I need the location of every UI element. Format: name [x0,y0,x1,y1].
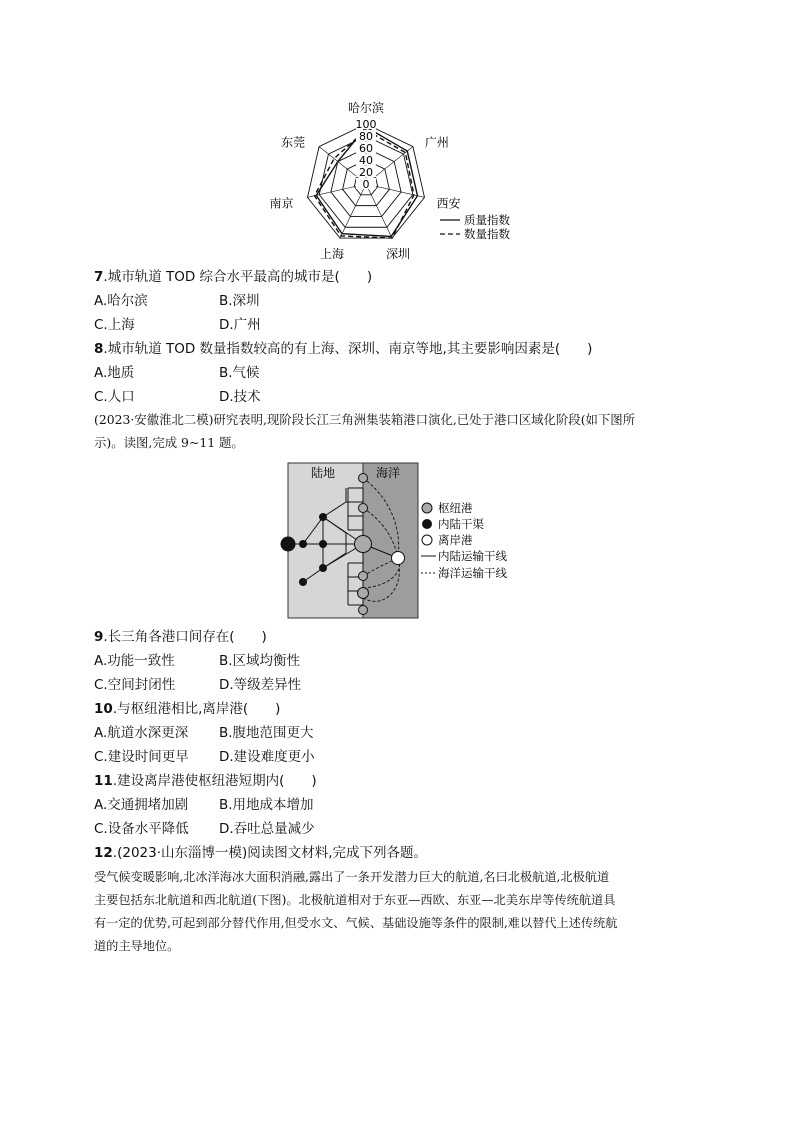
radar-city-label: 南京 [269,196,294,211]
q12-paragraph-line: 主要包括东北航道和西北航道(下图)。北极航道相对于东亚—西欧、东亚—北美东岸等传统航道具 [94,893,616,907]
hub-port-node [359,606,368,615]
radar-city-label: 上海 [319,247,344,262]
legend-canal-symbol [422,519,432,529]
land-label: 陆地 [311,466,336,480]
radar-city-label: 哈尔滨 [347,101,385,115]
question-12 [94,844,427,862]
question-number: 9 [94,629,104,645]
radar-tick-label: 20 [359,166,373,179]
question-10 [94,700,280,718]
q7-option-a: A.哈尔滨 [94,293,148,309]
legend-offshore-label: 离岸港 [438,533,473,547]
question-number: 10 [94,701,113,717]
q8-option-d: D.技术 [219,389,261,405]
radar-city-label: 广州 [424,135,449,150]
q12-paragraph-line: 受气候变暖影响,北冰洋海冰大面积消融,露出了一条开发潜力巨大的航道,名曰北极航道,北极航道 [94,870,610,884]
q7-option-d: D.广州 [219,317,261,333]
legend-quality-label: 质量指数 [464,213,510,227]
question-stem: .(2023·山东淄博一模)阅读图文材料,完成下列各题。 [112,845,428,861]
radar-tick-label: 80 [359,130,373,143]
port-legend [418,498,538,584]
question-8 [94,340,592,358]
question-stem: .与枢纽港相比,离岸港( ) [112,701,281,717]
radar-tick-label: 60 [359,142,373,155]
q10-option-a: A.航道水深更深 [94,725,189,741]
question-11 [94,772,317,790]
question-7 [94,268,372,286]
q11-option-c: C.设备水平降低 [94,821,189,837]
offshore-port-node [392,552,405,565]
radar-axis [366,184,392,238]
radar-city-label: 深圳 [386,247,411,262]
q12-paragraph-line: 有一定的优势,可起到部分替代作用,但受水文、气候、基础设施等条件的限制,难以替代上述传统航 [94,916,618,930]
hub-port-node [359,504,368,513]
question-number: 8 [94,341,104,357]
radar-city-label: 东莞 [281,135,306,150]
question-stem: .长三角各港口间存在( ) [103,629,267,645]
q10-option-c: C.建设时间更早 [94,749,189,765]
q7-option-b: B.深圳 [219,293,260,309]
q9-option-b: B.区域均衡性 [219,653,301,669]
hub-port-node [358,588,369,599]
radar-chart [0,0,794,270]
radar-tick-label: 0 [362,178,370,191]
intro-line-1: (2023·安徽淮北二模)研究表明,现阶段长江三角洲集装箱港口演化,已处于港口区域化阶段(如下图所 [94,412,636,427]
q8-option-a: A.地质 [94,365,135,381]
q9-option-c: C.空间封闭性 [94,677,176,693]
inland-canal-node [319,564,327,572]
inland-canal-node [319,513,327,521]
radar-city-label: 西安 [436,196,461,211]
legend-inland-label: 内陆运输干线 [438,549,507,563]
hub-port-node [355,536,372,553]
q10-option-b: B.腹地范围更大 [219,725,314,741]
legend-offshore-symbol [422,535,432,545]
question-number: 11 [94,773,113,789]
radar-tick-label: 100 [355,118,377,131]
sea-label: 海洋 [376,466,401,480]
question-number: 7 [94,269,104,285]
q12-paragraph-line: 道的主导地位。 [94,939,180,953]
q8-option-c: C.人口 [94,389,135,405]
q8-option-b: B.气候 [219,365,260,381]
radar-axis [340,184,366,238]
question-stem: .城市轨道 TOD 综合水平最高的城市是( ) [103,269,373,285]
inland-canal-node [281,537,296,552]
inland-canal-node [319,540,327,548]
legend-hub-label: 枢纽港 [438,501,473,515]
legend-ocean-label: 海洋运输干线 [438,566,507,580]
legend-quantity-label: 数量指数 [464,227,510,241]
inland-canal-node [299,578,307,586]
q9-option-a: A.功能一致性 [94,653,175,669]
land-area [288,463,363,618]
q11-option-a: A.交通拥堵加剧 [94,797,189,813]
radar-legend [440,213,510,241]
legend-hub-symbol [422,503,432,513]
question-9 [94,628,267,646]
q11-option-b: B.用地成本增加 [219,797,314,813]
question-stem: .城市轨道 TOD 数量指数较高的有上海、深圳、南京等地,其主要影响因素是( ) [103,341,593,357]
legend-canal-label: 内陆干渠 [438,517,484,531]
q9-option-d: D.等级差异性 [219,677,302,693]
question-stem: .建设离岸港使枢纽港短期内( ) [112,773,317,789]
q10-option-d: D.建设难度更小 [219,749,315,765]
inland-canal-node [299,540,307,548]
q11-option-d: D.吞吐总量减少 [219,821,315,837]
hub-port-node [359,572,368,581]
hub-port-node [359,474,368,483]
question-number: 12 [94,845,113,861]
q7-option-c: C.上海 [94,317,135,333]
radar-tick-label: 40 [359,154,373,167]
intro-line-2: 示)。读图,完成 9~11 题。 [94,435,244,450]
